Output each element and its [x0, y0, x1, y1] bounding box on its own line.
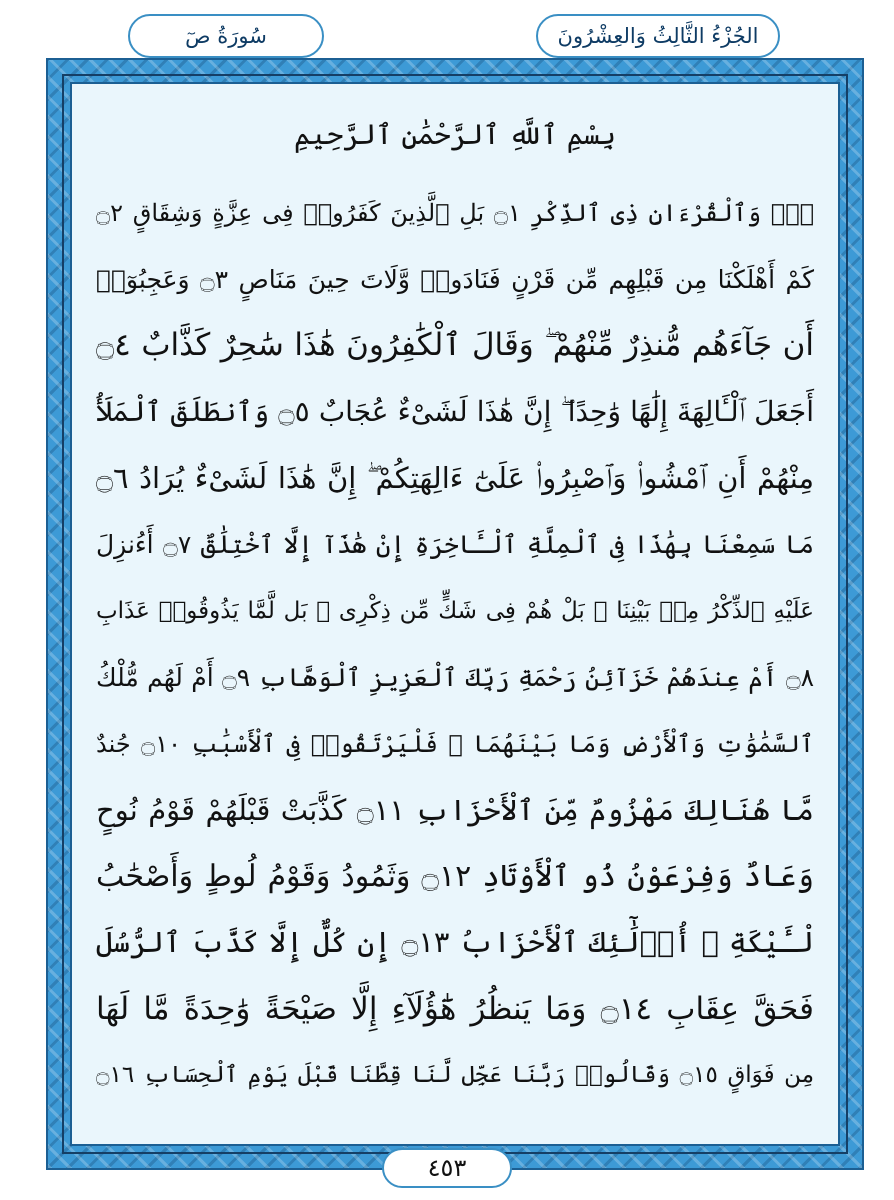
verse-line: [96, 644, 814, 710]
verse-line-text: ٱلسَّمَٰوَٰتِ وَٱلْأَرْضِ وَمَا بَيْنَهُمَا ۖ فَلْيَرْتَقُوا۟ فِى ٱلْأَسْبَٰبِ ۝١٠ جُندٌ: [96, 729, 814, 758]
verse-line: [96, 578, 814, 644]
verse-line-text: مَا سَمِعْنَا بِهَٰذَا فِى ٱلْمِلَّةِ ٱلْـَٔاخِرَةِ إِنْ هَٰذَآ إِلَّا ٱخْتِلَٰقٌ ۝٧ أَءُنزِلَ: [96, 530, 814, 560]
surah-name-label: [128, 14, 324, 58]
verse-line: [96, 180, 814, 246]
page-number: ٤٥٣: [427, 1154, 467, 1182]
verse-line: [96, 1042, 814, 1108]
verse-line-text: أَن جَآءَهُم مُّنذِرٌ مِّنْهُمْ ۖ وَقَالَ ٱلْكَٰفِرُونَ هَٰذَا سَٰحِرٌ كَذَّابٌ ۝٤: [96, 327, 814, 364]
verse-line-text: صٓۚ وَٱلْقُرْءَانِ ذِى ٱلذِّكْرِ ۝١ بَلِ ٱلَّذِينَ كَفَرُوا۟ فِى عِزَّةٍ وَشِقَاقٍ ۝٢: [96, 199, 814, 228]
ornamental-frame: [46, 58, 864, 1170]
verse-line-text: مِن فَوَاقٍ ۝١٥ وَقَالُوا۟ رَبَّنَا عَجِّل لَّنَا قِطَّنَا قَبْلَ يَوْمِ ٱلْحِسَابِ ۝١٦: [96, 1062, 815, 1088]
verse-line-text: ۝٨ أَمْ عِندَهُمْ خَزَآئِنُ رَحْمَةِ رَبِّكَ ٱلْعَزِيزِ ٱلْوَهَّابِ ۝٩ أَمْ لَهُم مُّلْكُ: [96, 662, 815, 692]
verse-line-text: كَمْ أَهْلَكْنَا مِن قَبْلِهِم مِّن قَرْنٍ فَنَادَوا۟ وَّلَاتَ حِينَ مَنَاصٍ ۝٣ وَعَجِبُوٓا۟: [96, 264, 814, 294]
verse-line-text: فَحَقَّ عِقَابِ ۝١٤ وَمَا يَنظُرُ هَٰٓؤُلَآءِ إِلَّا صَيْحَةً وَٰحِدَةً مَّا لَهَا: [96, 990, 815, 1027]
verse-line: [96, 445, 814, 511]
verse-line-text: مَّا هُنَالِكَ مَهْزُومٌ مِّنَ ٱلْأَحْزَابِ ۝١١ كَذَّبَتْ قَبْلَهُمْ قَوْمُ نُوحٍ: [96, 792, 814, 827]
juz-name-label: [536, 14, 780, 58]
surah-name-text: سُورَةُ صٓ: [185, 24, 267, 48]
verse-line: [96, 710, 814, 776]
verse-line: [96, 246, 814, 312]
verse-line: [96, 843, 814, 909]
verse-line: [96, 976, 814, 1042]
mushaf-page: [70, 82, 840, 1146]
verse-line: [96, 313, 814, 379]
verse-line-text: أَجَعَلَ ٱلْـَٔالِهَةَ إِلَٰهًا وَٰحِدًا ۖ إِنَّ هَٰذَا لَشَىْءٌ عُجَابٌ ۝٥ وَٱنطَلَقَ ٱلْمَلَأُ: [96, 395, 814, 429]
juz-name-text: الجُزْءُ الثَّالِثُ وَالعِشْرُونَ: [557, 24, 759, 48]
verse-line-text: لْـَٔيْكَةِ ۚ أُو۟لَٰٓئِكَ ٱلْأَحْزَابُ ۝١٣ إِن كُلٌّ إِلَّا كَذَّبَ ٱلرُّسُلَ: [96, 925, 814, 960]
verse-line: [96, 379, 814, 445]
verse-line: [96, 511, 814, 577]
verse-lines: [96, 180, 814, 1108]
verse-line-text: مِنْهُمْ أَنِ ٱمْشُوا۟ وَٱصْبِرُوا۟ عَلَىٰٓ ءَالِهَتِكُمْ ۖ إِنَّ هَٰذَا لَشَىْءٌ يُرَادُ ۝٦: [96, 460, 814, 495]
verse-line-text: عَلَيْهِ ٱلذِّكْرُ مِنۢ بَيْنِنَا ۚ بَلْ هُمْ فِى شَكٍّ مِّن ذِكْرِى ۖ بَل لَّمَّا يَذُوقُوا۟ عَذَابِ: [96, 597, 814, 624]
page-number-badge: [382, 1148, 512, 1188]
basmala: بِسْمِ ٱللَّهِ ٱلرَّحْمَٰنِ ٱلرَّحِيمِ: [293, 118, 616, 151]
verse-line-text: وَعَادٌ وَفِرْعَوْنُ ذُو ٱلْأَوْتَادِ ۝١٢ وَثَمُودُ وَقَوْمُ لُوطٍ وَأَصْحَٰبُ: [96, 858, 814, 894]
verse-line: [96, 909, 814, 975]
verse-line: [96, 777, 814, 843]
